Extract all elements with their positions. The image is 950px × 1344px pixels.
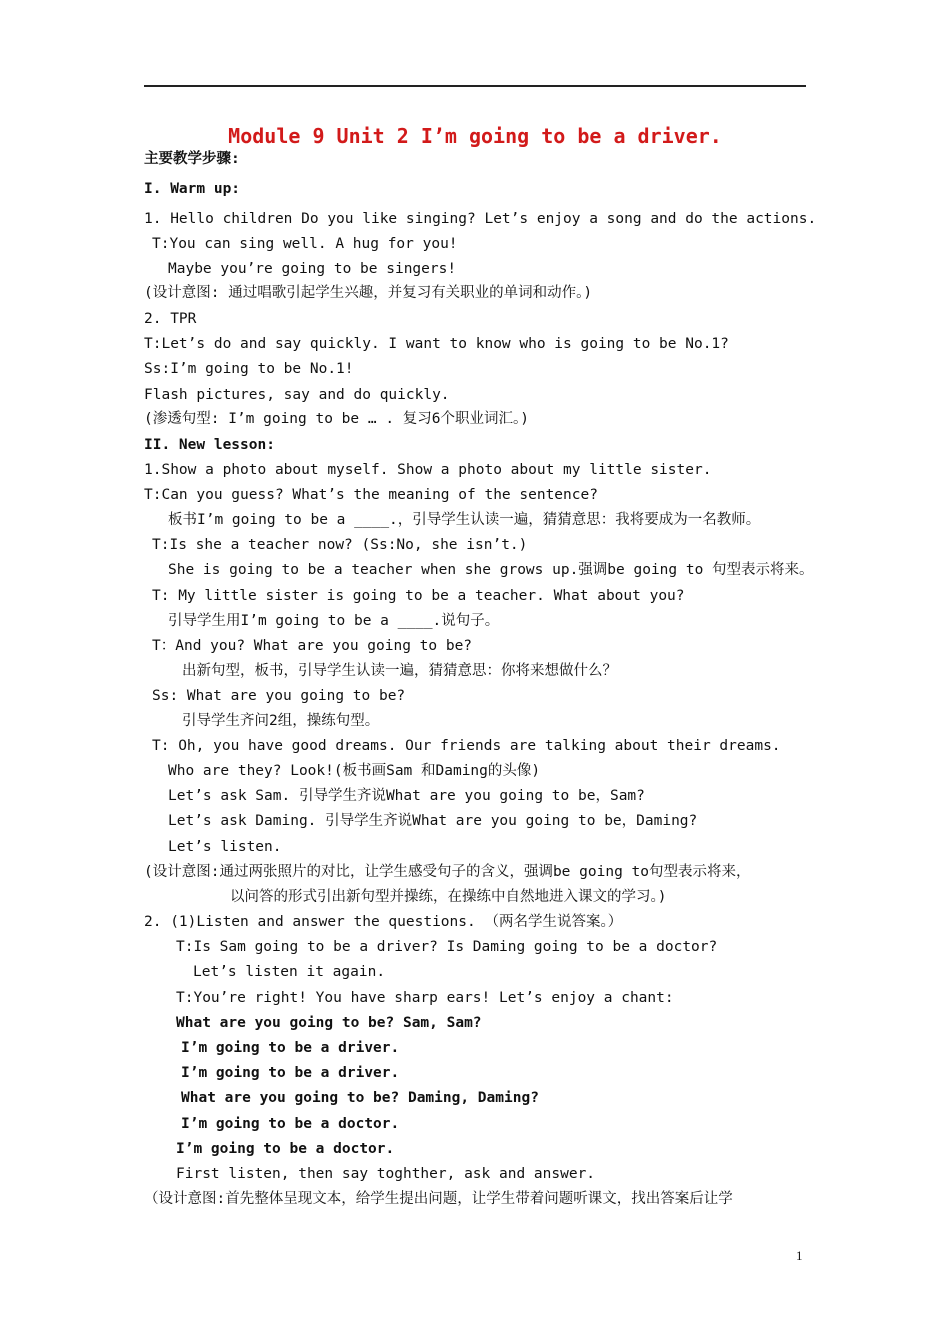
text-line: I’m going to be a doctor. <box>181 1116 400 1132</box>
text-line: 1.Show a photo about myself. Show a photo about my little sister. <box>144 462 712 478</box>
text-line: T: My little sister is going to be a teacher. What about you? <box>152 588 685 604</box>
text-line: Who are they? Look!(板书画Sam 和Daming的头像) <box>168 763 541 779</box>
text-line: First listen, then say toghther, ask and answer. <box>176 1166 596 1182</box>
page-number: 1 <box>796 1248 803 1263</box>
text-line: 引导学生齐问2组，操练句型。 <box>182 713 380 729</box>
text-line: 2. TPR <box>144 311 197 327</box>
text-line: What are you going to be? Sam, Sam? <box>176 1015 482 1031</box>
text-line: (设计意图:通过两张照片的对比，让学生感受句子的含义，强调be going to句型表示将来， <box>144 864 751 880</box>
page-title: Module 9 Unit 2 I’m going to be a driver. <box>228 124 722 148</box>
text-line: T:You’re right! You have sharp ears! Let’s enjoy a chant: <box>176 990 674 1006</box>
text-line: Let’s ask Daming. 引导学生齐说What are you going to be，Daming? <box>168 813 698 829</box>
text-line: 1. Hello children Do you like singing? Let’s enjoy a song and do the actions. <box>144 211 817 227</box>
text-line: （设计意图:首先整体呈现文本，给学生提出问题，让学生带着问题听课文，找出答案后让学 <box>144 1191 733 1207</box>
text-line: Ss:I’m going to be No.1! <box>144 361 354 377</box>
text-line: T:You can sing well. A hug for you! <box>152 236 458 252</box>
text-line: Let’s listen. <box>168 839 282 855</box>
text-line: 2. (1)Listen and answer the questions. （两名学生说答案。） <box>144 914 623 930</box>
text-line: I’m going to be a driver. <box>181 1065 400 1081</box>
text-line: 引导学生用I’m going to be a ____.说句子。 <box>168 613 500 629</box>
text-line: T:Is she a teacher now? (Ss:No, she isn’t.) <box>152 537 528 553</box>
text-line: T:Can you guess? What’s the meaning of the sentence? <box>144 487 598 503</box>
text-line: Let’s listen it again. <box>193 964 386 980</box>
text-line: T: Oh, you have good dreams. Our friends are talking about their dreams. <box>152 738 781 754</box>
text-line: Maybe you’re going to be singers! <box>168 261 457 277</box>
text-line: 主要教学步骤: <box>144 151 240 167</box>
header-rule <box>144 85 806 87</box>
text-line: I’m going to be a driver. <box>181 1040 400 1056</box>
text-line: I. Warm up: <box>144 181 241 197</box>
text-line: T:Let’s do and say quickly. I want to know who is going to be No.1? <box>144 336 729 352</box>
text-line: T:Is Sam going to be a driver? Is Daming going to be a doctor? <box>176 939 718 955</box>
text-line: I’m going to be a doctor. <box>176 1141 395 1157</box>
text-line: 出新句型，板书，引导学生认读一遍，猜猜意思：你将来想做什么？ <box>182 663 617 679</box>
text-line: II. New lesson: <box>144 437 275 453</box>
text-line: (渗透句型: I’m going to be … . 复习6个职业词汇。) <box>144 411 529 427</box>
text-line: She is going to be a teacher when she grows up.强调be going to 句型表示将来。 <box>168 562 814 578</box>
text-line: 以问答的形式引出新句型并操练，在操练中自然地进入课文的学习。) <box>230 889 667 905</box>
text-line: Let’s ask Sam. 引导学生齐说What are you going to be，Sam? <box>168 788 645 804</box>
text-line: What are you going to be? Daming, Daming? <box>181 1090 539 1106</box>
text-line: 板书I’m going to be a ____.，引导学生认读一遍，猜猜意思：我将要成为一名教师。 <box>168 512 761 528</box>
text-line: Ss: What are you going to be? <box>152 688 406 704</box>
text-line: T：And you? What are you going to be? <box>152 638 473 654</box>
text-line: (设计意图: 通过唱歌引起学生兴趣，并复习有关职业的单词和动作。) <box>144 285 593 301</box>
text-line: Flash pictures, say and do quickly. <box>144 387 450 403</box>
